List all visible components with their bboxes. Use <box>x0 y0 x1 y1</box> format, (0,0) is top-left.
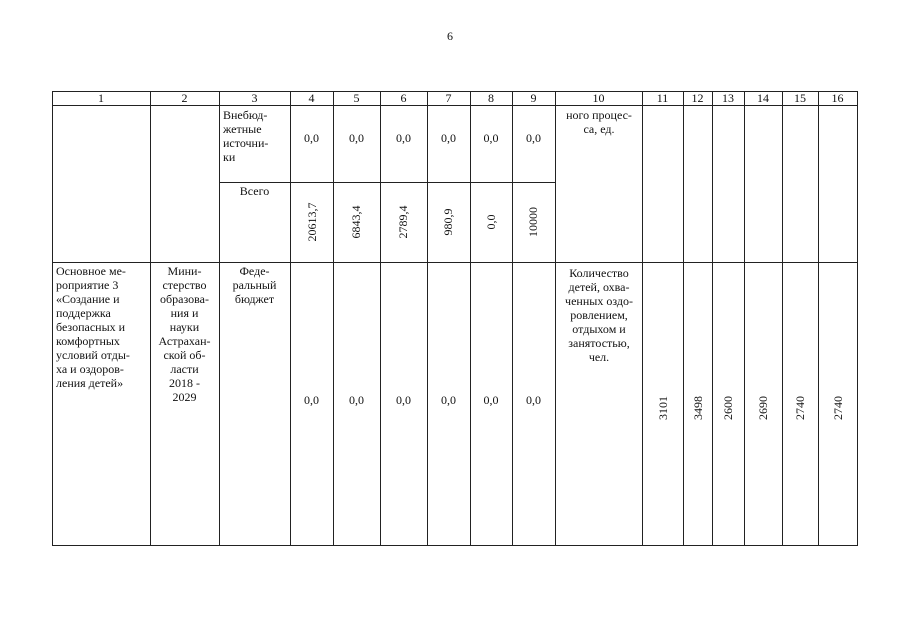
total-label: Всего <box>239 184 270 198</box>
main-value-5: 0,0 <box>349 393 364 407</box>
extra-value-6: 0,0 <box>396 131 411 145</box>
col-border-14 <box>782 91 783 546</box>
source-federal-budget: Феде- ральный бюджет <box>232 264 277 306</box>
measure-name: Основное ме- роприятие 3 «Создание и поддержка безопасных и комфортных условий отды- ха и оздоров- ления детей» <box>56 264 130 390</box>
header-col-10: 10 <box>592 91 605 105</box>
source-extrabudget: Внебюд- жетные источни- ки <box>223 108 269 164</box>
header-col-9: 9 <box>530 91 537 105</box>
total-value-7: 980,9 <box>441 208 455 236</box>
total-value-4: 20613,7 <box>305 202 319 242</box>
header-col-4: 4 <box>308 91 315 105</box>
main-value-7: 0,0 <box>441 393 456 407</box>
target-value-13: 2600 <box>721 396 735 420</box>
col-border-4 <box>333 91 334 546</box>
header-col-1: 1 <box>98 91 104 105</box>
extra-value-8: 0,0 <box>483 131 499 145</box>
col-border-3 <box>290 91 291 546</box>
col-border-15 <box>818 91 819 546</box>
header-col-6: 6 <box>400 91 407 105</box>
col-border-12 <box>712 91 713 546</box>
extra-value-9: 0,0 <box>526 131 541 145</box>
target-value-14: 2690 <box>756 396 770 420</box>
table-bottom-border <box>52 545 858 546</box>
col-border-0 <box>52 91 53 546</box>
main-value-9: 0,0 <box>526 393 541 407</box>
main-value-8: 0,0 <box>483 393 499 407</box>
col-border-7 <box>470 91 471 546</box>
header-col-2: 2 <box>181 91 188 105</box>
row-divider-main <box>52 262 858 263</box>
extra-value-7: 0,0 <box>441 131 456 145</box>
indicator-tail: ного процес- са, ед. <box>566 108 632 136</box>
page-number: 6 <box>447 29 453 43</box>
header-col-11: 11 <box>656 91 669 105</box>
header-col-14: 14 <box>757 91 769 105</box>
header-col-3: 3 <box>251 91 258 105</box>
header-col-8: 8 <box>488 91 494 105</box>
total-value-8: 0,0 <box>484 214 498 230</box>
total-value-5: 6843,4 <box>349 205 363 239</box>
total-value-6: 2789,4 <box>396 205 410 239</box>
extra-value-4: 0,0 <box>304 131 319 145</box>
target-value-12: 3498 <box>691 396 705 420</box>
target-value-16: 2740 <box>831 396 845 420</box>
col-border-2 <box>219 91 220 546</box>
main-value-4: 0,0 <box>304 393 319 407</box>
extra-value-5: 0,0 <box>349 131 364 145</box>
header-col-12: 12 <box>691 91 704 105</box>
header-col-16: 16 <box>831 91 844 105</box>
col-border-8 <box>512 91 513 546</box>
indicator-name: Количество детей, охва- ченных оздо- ровлением, отдыхом и занятостью, чел. <box>565 266 633 364</box>
executor-and-period: Мини- стерство образова- ния и науки Астрахан- ской об- ласти 2018 - 2029 <box>158 264 211 404</box>
total-value-9: 10000 <box>526 207 540 237</box>
header-bottom-border <box>52 105 858 106</box>
target-value-15: 2740 <box>793 396 807 420</box>
target-value-11: 3101 <box>656 396 670 420</box>
col-border-10 <box>642 91 643 546</box>
header-col-5: 5 <box>353 91 360 105</box>
col-border-5 <box>380 91 381 546</box>
header-col-13: 13 <box>722 91 734 105</box>
header-col-15: 15 <box>794 91 806 105</box>
row-divider-extra-total <box>219 182 555 183</box>
col-border-13 <box>744 91 745 546</box>
col-border-6 <box>427 91 428 546</box>
main-value-6: 0,0 <box>396 393 411 407</box>
col-border-16 <box>857 91 858 546</box>
header-col-7: 7 <box>445 91 452 105</box>
col-border-11 <box>683 91 684 546</box>
